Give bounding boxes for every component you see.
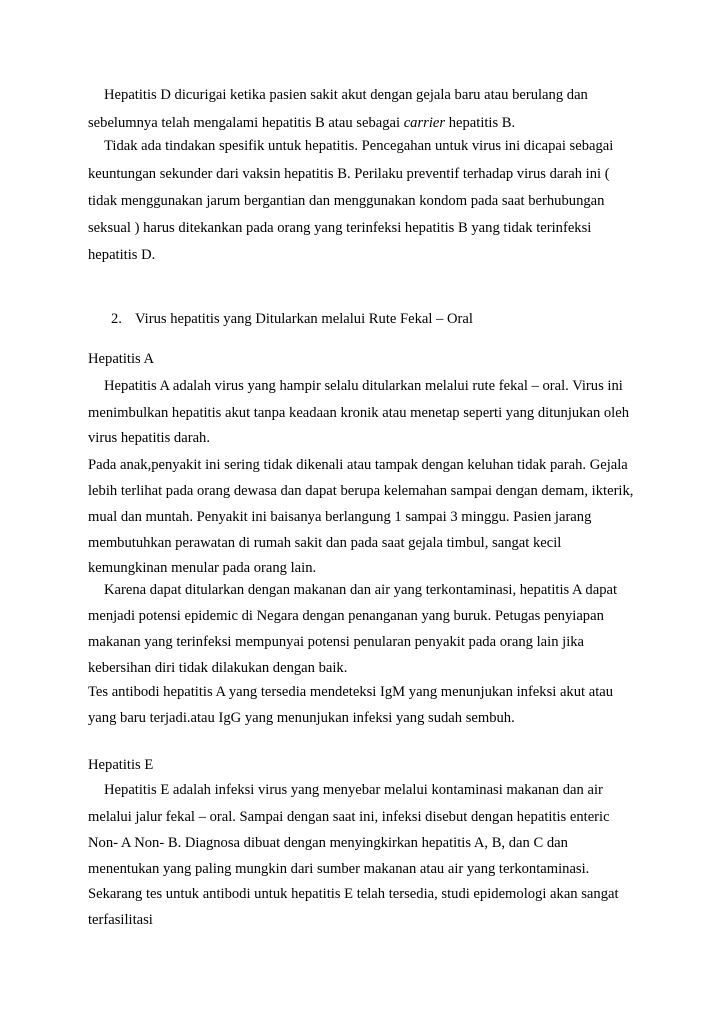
paragraph-line: hepatitis D.: [88, 247, 156, 263]
paragraph-line: yang baru terjadi.atau IgG yang menunjukan infeksi yang sudah sembuh.: [88, 710, 515, 726]
paragraph-line: membutuhkan perawatan di rumah sakit dan pada saat gejala timbul, sangat kecil: [88, 535, 562, 551]
paragraph-line: Hepatitis E adalah infeksi virus yang menyebar melalui kontaminasi makanan dan air: [104, 782, 603, 798]
subheading-hepatitis-a: Hepatitis A: [88, 351, 155, 367]
paragraph-line: mual dan muntah. Penyakit ini baisanya berlangung 1 sampai 3 minggu. Pasien jarang: [88, 509, 592, 525]
paragraph-line: keuntungan sekunder dari vaksin hepatitis B. Perilaku preventif terhadap virus darah ini (: [88, 166, 610, 182]
paragraph-line: makanan yang terinfeksi mempunyai potensi penularan penyakit pada orang lain jika: [88, 634, 585, 650]
paragraph-line: Karena dapat ditularkan dengan makanan dan air yang terkontaminasi, hepatitis A dapat: [104, 582, 618, 598]
paragraph-line: Sekarang tes untuk antibodi untuk hepatitis E telah tersedia, studi epidemologi akan sangat: [88, 886, 619, 902]
paragraph-line: menimbulkan hepatitis akut tanpa keadaan kronik atau menetap seperti yang ditunjukan oleh: [88, 405, 630, 421]
paragraph-line: Tidak ada tindakan spesifik untuk hepatitis. Pencegahan untuk virus ini dicapai sebagai: [104, 138, 614, 154]
paragraph-line: terfasilitasi: [88, 912, 153, 928]
paragraph-line: lebih terlihat pada orang dewasa dan dapat berupa kelemahan sampai dengan demam, ikterik,: [88, 483, 634, 499]
paragraph-line: Non- A Non- B. Diagnosa dibuat dengan menyingkirkan hepatitis A, B, dan C dan: [88, 835, 568, 851]
paragraph-line: kebersihan diri tidak dilakukan dengan baik.: [88, 660, 348, 676]
paragraph-line: melalui jalur fekal – oral. Sampai dengan saat ini, infeksi disebut dengan hepatitis enteric: [88, 809, 610, 825]
paragraph-line: menentukan yang paling mungkin dari sumber makanan atau air yang terkontaminasi.: [88, 861, 590, 877]
paragraph-line: sebelumnya telah mengalami hepatitis B atau sebagai carrier hepatitis B.: [88, 115, 516, 131]
paragraph-line: Pada anak,penyakit ini sering tidak dikenali atau tampak dengan keluhan tidak parah. Gejala: [88, 457, 628, 473]
paragraph-line: tidak menggunakan jarum bergantian dan menggunakan kondom pada saat berhubungan: [88, 193, 605, 209]
subheading-hepatitis-e: Hepatitis E: [88, 757, 154, 773]
paragraph-line: seksual ) harus ditekankan pada orang yang terinfeksi hepatitis B yang tidak terinfeksi: [88, 220, 592, 236]
paragraph-line: Hepatitis D dicurigai ketika pasien sakit akut dengan gejala baru atau berulang dan: [104, 87, 588, 103]
paragraph-line: Tes antibodi hepatitis A yang tersedia mendeteksi IgM yang menunjukan infeksi akut atau: [88, 684, 614, 700]
section-number: 2.: [111, 311, 122, 327]
paragraph-line: menjadi potensi epidemic di Negara dengan penanganan yang buruk. Petugas penyiapan: [88, 608, 604, 624]
italic-term: carrier: [403, 115, 446, 131]
paragraph-line: kemungkinan menular pada orang lain.: [88, 560, 317, 576]
paragraph-line: virus hepatitis darah.: [88, 430, 210, 446]
section-heading: 2. Virus hepatitis yang Ditularkan melalui Rute Fekal – Oral: [111, 311, 473, 327]
paragraph-line: Hepatitis A adalah virus yang hampir selalu ditularkan melalui rute fekal – oral. Virus ini: [104, 378, 623, 394]
